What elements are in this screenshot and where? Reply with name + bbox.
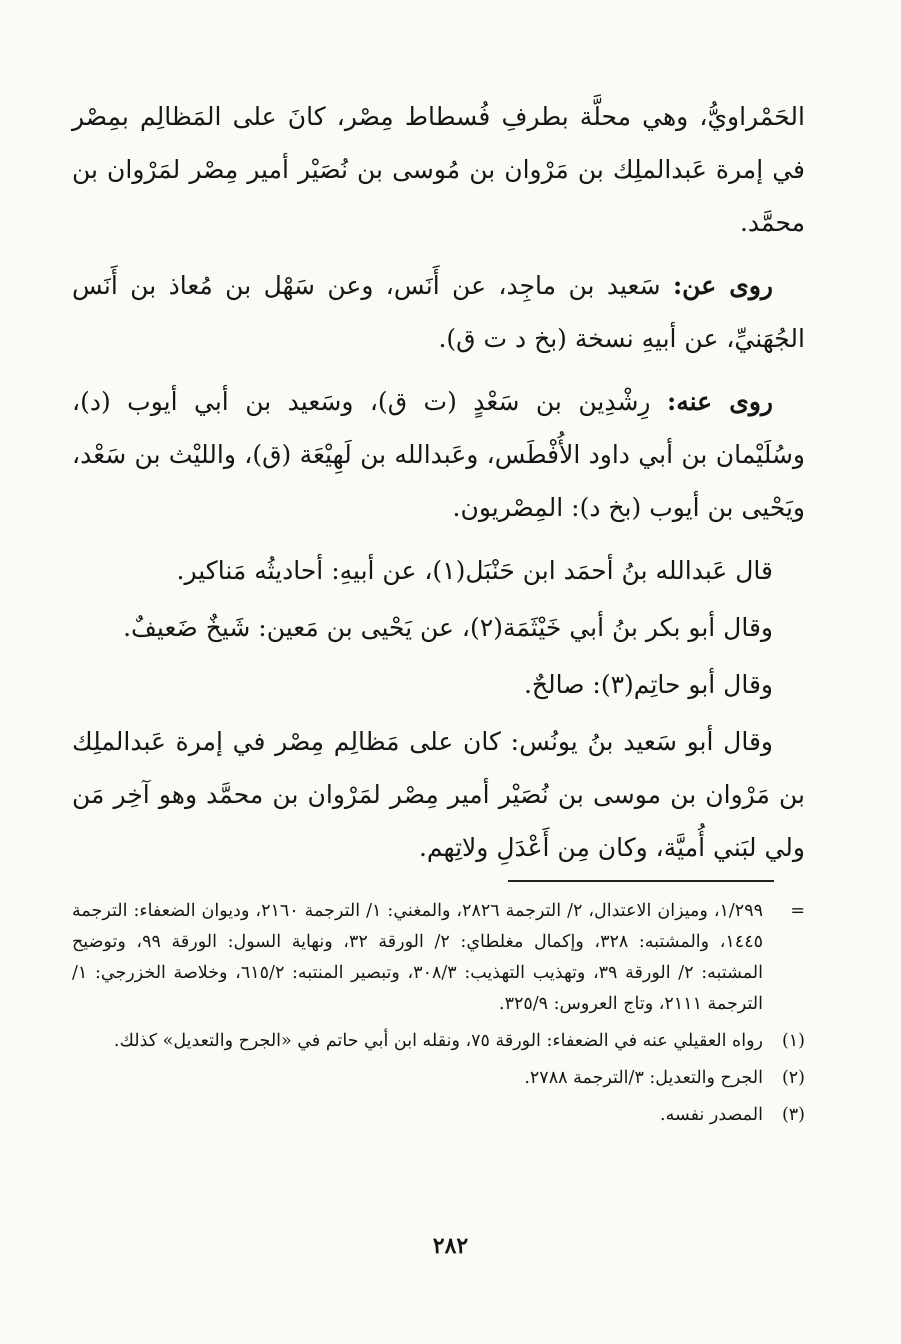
- label-narrated-from: روى عن:: [672, 271, 773, 300]
- label-narrated-by: روى عنه:: [666, 387, 773, 416]
- paragraph-abu-hatim: وقال أبو حاتِم(٣): صالحٌ.: [523, 670, 773, 699]
- footnotes: [72, 896, 805, 1137]
- paragraph-ibn-hanbal: قال عَبدالله بنُ أحمَد ابن حَنْبَل(١)، عن أبيهِ: أحاديثُه مَناكير.: [176, 556, 773, 585]
- footnote-marker: =: [790, 901, 805, 921]
- paragraph-biography: الحَمْراويُّ، وهي محلَّة بطرفِ فُسطاط مِصْر، كانَ على المَظالِم بمِصْر في إمرة عَبدالملِك بن مَرْوان بن مُوسى بن نُصَيْر أمير مِصْر لمَرْوان بن محمَّد.: [72, 102, 805, 237]
- footnote-marker: (٢): [781, 1068, 805, 1088]
- footnote-marker: (١): [781, 1031, 805, 1051]
- footnote-separator: [508, 880, 774, 882]
- text-narrated-by: رِشْدِين بن سَعْدٍ (ت ق)، وسَعيد بن أبي أيوب (د)، وسُلَيْمان بن أبي داود الأُفْطَس، وعَبدالله بن لَهِيْعَة (ق)، والليْث بن سَعْد، ويَحْيى بن أيوب (بخ د): المِصْريون.: [72, 387, 805, 522]
- paragraph-narrated-from: [72, 259, 805, 365]
- text-narrated-from: سَعيد بن ماجِد، عن أَنَس، وعن سَهْل بن مُعاذ بن أَنَس الجُهَنيِّ، عن أبيهِ نسخة (بخ د ت ق).: [72, 271, 805, 353]
- footnote-marker: (٣): [781, 1105, 805, 1125]
- footnote-1: [72, 1026, 805, 1057]
- page-number: ٢٨٢: [432, 1233, 469, 1259]
- footnote-3: [72, 1100, 805, 1131]
- main-text: [72, 90, 805, 884]
- footnote-2: [72, 1063, 805, 1094]
- footnote-text: المصدر نفسه.: [660, 1105, 763, 1125]
- footnote-text: الجرح والتعديل: ٣/الترجمة ٢٧٨٨.: [524, 1068, 763, 1088]
- paragraph-ibn-yunus: وقال أبو سَعيد بنُ يونُس: كان على مَظالِم مِصْر في إمرة عَبدالملِك بن مَرْوان بن موسى بن نُصَيْر أمير مِصْر لمَرْوان بن محمَّد وهو آخِر مَن ولي لبَني أُميَّة، وكان مِن أَعْدَلِ ولاتِهم.: [72, 727, 805, 862]
- footnote-text: ١/٢٩٩، وميزان الاعتدال، ٢/ الترجمة ٢٨٢٦، والمغني: ١/ الترجمة ٢١٦٠، وديوان الضعفاء: الترجمة ١٤٤٥، والمشتبه: ٣٢٨، وإكمال مغلطاي: ٢/ الورقة ٣٢، ونهاية السول: الورقة ٩٩، وتوضيح المشتبه: ٢/ الورقة ٣٩، وتهذيب التهذيب: ٣٠٨/٣، وتبصير المنتبه: ٦١٥/٢، وخلاصة الخزرجي: ١/ الترجمة ٢١١١، وتاج العروس: ٣٢٥/٩.: [72, 901, 764, 1014]
- paragraph-narrated-by: [72, 375, 805, 534]
- paragraph-abu-bakr: وقال أبو بكر بنُ أبي خَيْثَمَة(٢)، عن يَحْيى بن مَعين: شَيخٌ ضَعيفٌ.: [123, 613, 773, 642]
- footnote-text: رواه العقيلي عنه في الضعفاء: الورقة ٧٥، ونقله ابن أبي حاتم في «الجرح والتعديل» كذلك.: [113, 1031, 763, 1051]
- footnote-continued: [72, 896, 805, 1020]
